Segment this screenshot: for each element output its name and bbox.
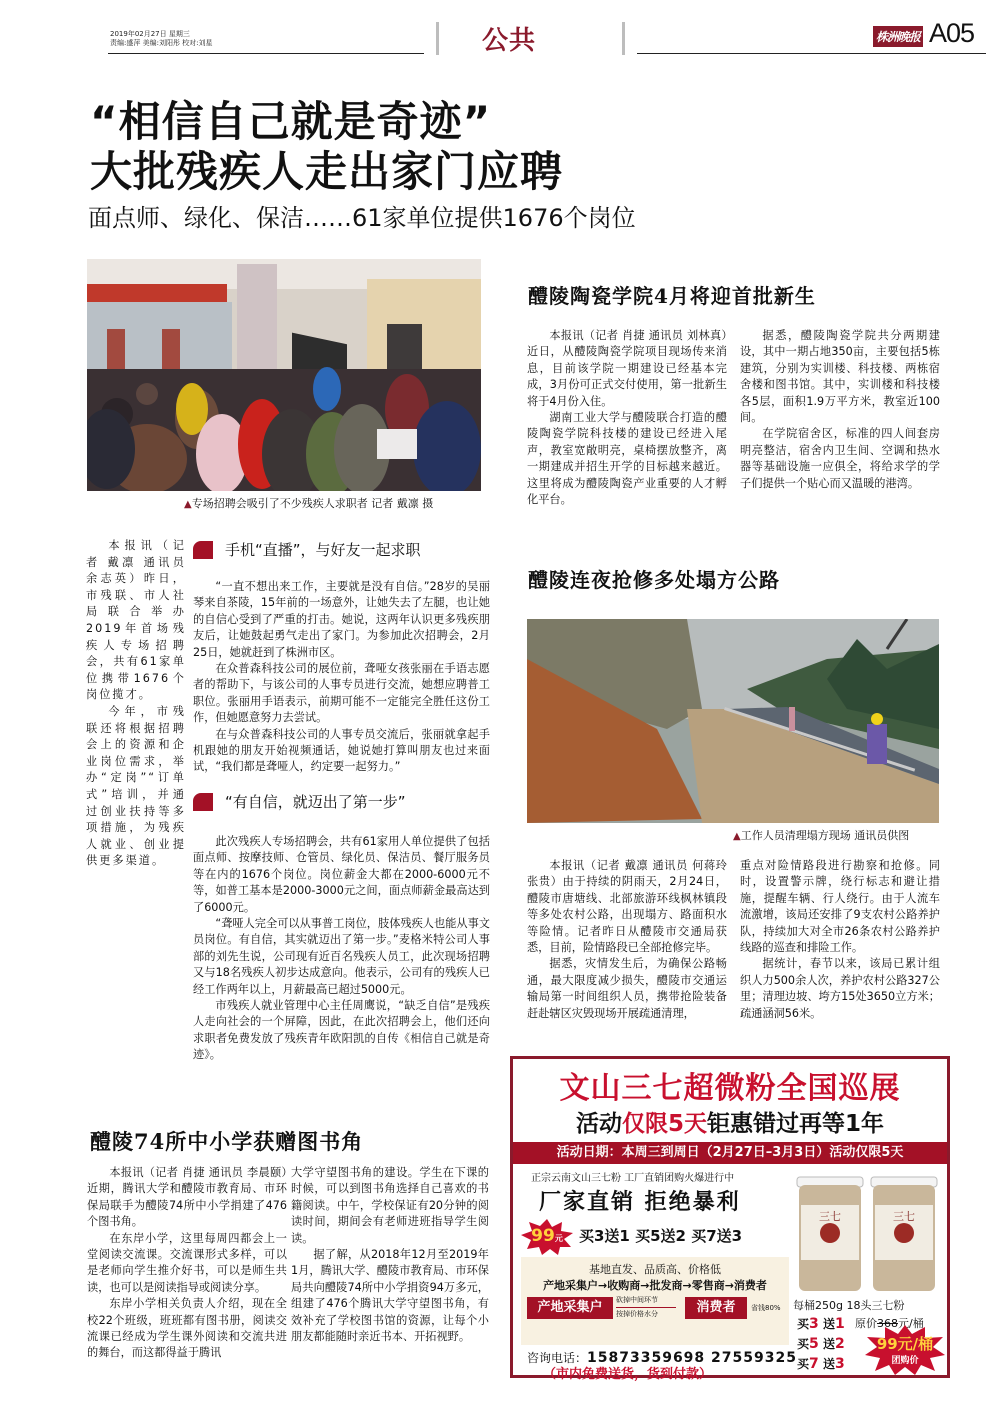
svg-text:三七: 三七: [893, 1210, 915, 1223]
consumer-box: 消费者: [685, 1297, 747, 1319]
deal-item: 买7 送3: [797, 1356, 845, 1372]
masthead-rule-right: [637, 53, 986, 54]
panel-middle-note: 砍掉中间环节 按掉价格水分: [616, 1296, 658, 1318]
svg-text:三七: 三七: [819, 1210, 841, 1223]
product-spec: 每桶250g 18头三七粉: [793, 1299, 905, 1312]
job-fair-photo: [87, 259, 481, 491]
paragraph: 据悉，灾情发生后，为确保公路畅通，最大限度减少损失，醴陵市交通运输局第一时间组织人员，携带抢险装备赶赴辖区灾毁现场开展疏通清理，: [527, 957, 727, 1020]
arrow-icon: [616, 1307, 676, 1308]
deal-item: 买5 送2: [797, 1336, 845, 1352]
paragraph: 本报讯（记者 肖捷 通讯员 刘林真）近日，从醴陵陶瓷学院项目现场传来消息，目前该学院一期建设已经基本完成，3月份可正式交付使用，第一批新生将于4月份入住。: [527, 329, 727, 408]
paragraph: 重点对险情路段进行勘察和抢修。同时，设置警示牌，绕行标志和避让措施，提醒车辆、行人绕行。由于人流车流激增，该局还安排了9支农村公路养护队，持续加大对全市26条农村公路养护线路的巡查和排险工作。: [740, 859, 940, 955]
newspaper-logo: 株洲晚报: [873, 26, 923, 47]
product-jars-illustration: [793, 1175, 943, 1295]
producer-box: 产地采集户: [527, 1297, 613, 1319]
masthead-divider-right: [622, 22, 625, 55]
paragraph: 今年，市残联还将根据招聘会上的资源和企业岗位需求，举办“定岗”“订单式”培训，并通过创业扶持等多项措施，为残疾人就业、创业提供更多渠道。: [86, 704, 186, 868]
heading-text: “有自信，就迈出了第一步”: [225, 793, 406, 811]
ceramics-column-1: [527, 328, 727, 508]
original-price: 原价368元/桶: [855, 1317, 924, 1330]
starburst-price: 99元: [531, 1226, 563, 1246]
heading-marker-icon: [193, 793, 213, 811]
paragraph: 据了解，从2018年12月至2019年1月，腾讯大学、醴陵市教育局、市环保局共向醴陵74所中小学捐资94万多元，组建了476个腾讯大学守望图书角，有效补充了学校图书馆的资源，让每个小朋友都能随时亲近书本、开拓视野。: [291, 1248, 489, 1344]
ceramics-article-title: 醴陵陶瓷学院4月将迎首批新生: [528, 284, 816, 308]
sanqi-powder-advertisement: [510, 1056, 950, 1382]
paragraph: 市残疾人就业管理中心主任周鹰说，“缺乏自信”是残疾人走向社会的一个屏障，因此，在此次招聘会上，他们还向求职者免费发放了残疾青年欧阳凯的自传《相信自己就是奇迹》。: [193, 999, 490, 1062]
group-price: 99元/桶: [876, 1335, 934, 1353]
ad-slogan: 厂家直销 拒绝暴利: [539, 1190, 741, 1215]
paragraph: 本报讯（记者 戴凛 通讯员 何蒋玲 张贵）由于持续的阴雨天，2月24日，醴陵市唐塘线、北部旅游环线枫林镇段等多处农村公路，出现塌方、路面积水等险情。记者昨日从醴陵市交通局获悉，目前，险情路段已全部抢修完毕。: [527, 859, 727, 955]
deal-item: 买3 送1: [797, 1316, 845, 1332]
paragraph: 据悉，醴陵陶瓷学院共分两期建设，其中一期占地350亩，主要包括5栋建筑，分别为实训楼、科技楼、两栋宿舍楼和图书馆。其中，实训楼和科技楼各5层，面积1.9万平方米，教室近100间。: [740, 329, 940, 425]
ad-subtitle-part: 活动: [575, 1111, 622, 1137]
delivery-note: （市内免费送货，货到付款）: [543, 1367, 713, 1382]
library-column-2: [291, 1165, 489, 1345]
caption-triangle-icon: ▲: [733, 831, 741, 842]
heading-marker-icon: [193, 541, 213, 559]
phone-label: 咨询电话：: [527, 1351, 588, 1365]
paragraph: 东岸小学相关负责人介绍，现在全校22个班级，班班都有图书册，阅读交流课已经成为学生课外阅读和交流共进的舞台，而这都得益于腾讯: [87, 1297, 287, 1360]
landslide-photo: [527, 619, 939, 823]
paragraph: 大学守望图书角的建设。学生在下课的时候，可以到图书角选择自己喜欢的书籍阅读。中午，学校保证有20分钟的阅读时间，期间会有老师进班指导学生阅读。: [291, 1166, 489, 1245]
paragraph: 湖南工业大学与醴陵联合打造的醴陵陶瓷学院科技楼的建设已经进入尾声，教室宽敞明亮，桌椅摆放整齐，离一期建成并招生开学的目标越来越近。这里将成为醴陵陶瓷产业重要的人才孵化平台。: [527, 411, 727, 507]
price-starburst: [521, 1219, 573, 1255]
paragraph: 据统计，春节以来，该局已累计组织人力500余人次，养护农村公路327公里；清理边坡、垮方15处3650立方米；疏通涵洞56米。: [740, 957, 940, 1020]
ad-tagline: 正宗云南文山三七粉 工厂直销团购火爆进行中: [531, 1173, 735, 1184]
panel-heading: 基地直发、品质高、价格低: [589, 1263, 721, 1276]
ad-title: 文山三七超微粉全国巡展: [559, 1071, 901, 1106]
section-body-livestream: [193, 579, 490, 776]
heading-text: 手机“直播”，与好友一起求职: [225, 541, 421, 559]
paragraph: 在众普森科技公司的展位前，聋哑女孩张丽在手语志愿者的帮助下，与该公司的人事专员进行交流，她想应聘普工职位。张丽用手语表示，前期可能不一定能完全胜任这份工作，但她愿意努力去尝试。: [193, 662, 490, 725]
roads-article-title: 醴陵连夜抢修多处塌方公路: [528, 568, 780, 592]
landslide-photo-caption: [733, 827, 909, 843]
caption-text: 工作人员清理塌方现场 通讯员供图: [740, 829, 910, 842]
masthead-info: [110, 30, 213, 48]
library-column-1: [87, 1165, 287, 1362]
paragraph: “一直不想出来工作，主要就是没有自信。”28岁的吴丽琴来自茶陵，15年前的一场意外，让她失去了左腿，也让她的自信心受到了严重的打击。她说，这两年认识更多残疾朋友后，让她鼓起勇气走出了家门。为参加此次招聘会，2月25日，她就赶到了株洲市区。: [193, 580, 490, 659]
panel-chain: 产地采集户→收购商→批发商→零售商→消费者: [543, 1279, 767, 1292]
roads-column-1: [527, 858, 727, 1022]
paragraph: 本报讯（记者 戴凛 通讯员 余志英）昨日，市残联、市人社局联合举办2019年首场残疾人专场招聘会，共有61家单位携带1676个岗位揽才。: [86, 539, 186, 702]
masthead-rule-left: [108, 53, 424, 54]
product-jars-image: [793, 1175, 943, 1295]
paragraph: 在学院宿舍区，标准的四人间套房明亮整洁，宿舍内卫生间、空调和热水器等基础设施一应俱全，将给求学的学子们提供一个贴心而又温暖的港湾。: [740, 427, 940, 490]
job-fair-photo-caption: [184, 495, 433, 511]
ad-subtitle-part: 钜惠错过再等1年: [707, 1111, 885, 1137]
lead-subheadline: 面点师、绿化、保洁……61家单位提供1676个岗位: [88, 204, 636, 232]
paragraph: 在与众普森科技公司的人事专员交流后，张丽就拿起手机跟她的朋友开始视频通话，她说她打算叫朋友也过来面试，“我们都是聋哑人，约定要一起努力。”: [193, 727, 490, 774]
group-price-label: 团购价: [891, 1356, 919, 1366]
masthead-divider-left: [436, 22, 439, 55]
ad-offers: 买3送1 买5送2 买7送3: [579, 1227, 743, 1245]
section-body-confidence: [193, 834, 490, 1064]
roads-column-2: [740, 858, 940, 1022]
job-fair-photo-illustration: [87, 259, 481, 491]
landslide-photo-illustration: [527, 619, 939, 823]
caption-triangle-icon: ▲: [184, 499, 192, 510]
caption-text: 专场招聘会吸引了不少残疾人求职者 记者 戴凛 摄: [191, 497, 434, 510]
group-price-burst: [865, 1325, 945, 1375]
ad-subtitle-highlight: 仅限5天: [621, 1111, 707, 1137]
lead-headline-line1: “相信自己就是奇迹”: [90, 97, 492, 146]
ad-date-band: 活动日期：本周三到周日（2月27日–3月3日）活动仅限5天: [513, 1142, 947, 1164]
library-article-title: 醴陵74所中小学获赠图书角: [90, 1129, 364, 1154]
lead-intro-column: [86, 538, 186, 870]
paragraph: 本报讯（记者 肖捷 通讯员 李晨颐）近期，腾讯大学和醴陵市教育局、市环保局联手为醴陵74所中小学捐建了476个图书角。: [87, 1166, 287, 1229]
phone-numbers: 15873359698 27559325: [587, 1350, 797, 1366]
section-heading-confidence: [193, 791, 406, 812]
section-heading-livestream: [193, 539, 421, 560]
page-number: A05: [929, 18, 975, 48]
paragraph: “聋哑人完全可以从事普工岗位，肢体残疾人也能从事文员岗位。有自信，其实就迈出了第一步。”麦格米特公司人事部的刘先生说，公司现有近百名残疾人员工，此次现场招聘又与18名残疾人初步达成意向。他表示，公司有的残疾人已经工作两年以上，月薪最高已超过5000元。: [193, 917, 490, 996]
savings-note: 省钱80%: [751, 1304, 781, 1312]
paragraph: 在东岸小学，这里每周四都会上一堂阅读交流课。交流课形式多样，可以是老师向学生推介好书，可以是师生共读，也可以是阅读指导或阅读分享。: [87, 1231, 287, 1294]
paragraph: 此次残疾人专场招聘会，共有61家用人单位提供了包括面点师、按摩技师、仓管员、绿化员、保洁员、餐厅服务员等在内的1676个岗位。岗位薪金大都在2000-6000元不等，如普工基本是2000-3000元之间，面点师薪金最高达到了6000元。: [193, 835, 490, 914]
ad-subtitle: [513, 1105, 947, 1138]
staff-credits: 责编:盛萍 美编:刘阳彤 校对:刘星: [110, 39, 213, 47]
ceramics-column-2: [740, 328, 940, 492]
section-name: 公共: [482, 26, 537, 56]
issue-date: 2019年02月27日 星期三: [110, 30, 190, 38]
lead-headline-line2: 大批残疾人走出家门应聘: [90, 147, 564, 196]
supply-chain-panel: [521, 1257, 789, 1345]
